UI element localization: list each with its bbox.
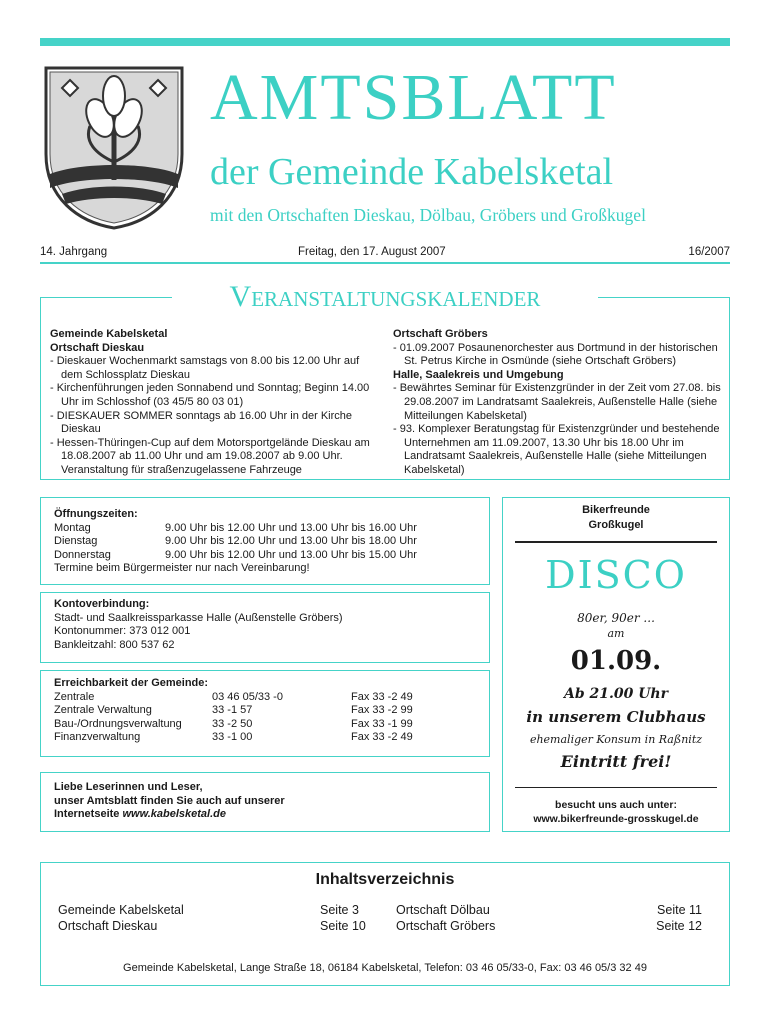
top-accent-bar <box>40 38 730 46</box>
reader-note-text: Internetseite <box>54 808 123 821</box>
bank-account-title: Kontoverbindung: <box>54 598 150 610</box>
web-note-line: besucht uns auch unter: <box>555 799 677 811</box>
fax: Fax 33 -2 49 <box>351 690 413 703</box>
masthead-places: mit den Ortschaften Dieskau, Dölbau, Gröbers und Großkugel <box>210 205 646 225</box>
calendar-item: - Bewährtes Seminar für Existenzgründer in der Zeit vom 27.08. bis 29.08.2007 im Landratsamt Saalekreis, Außenstelle Halle (siehe Mitteilungen Kabelsketal) <box>393 382 721 422</box>
calendar-item: - DIESKAUER SOMMER sonntags ab 16.00 Uhr in der Kirche Dieskau <box>50 409 353 436</box>
contact-row <box>54 704 484 718</box>
phone: 33 -1 00 <box>212 731 253 744</box>
calendar-heading: Ortschaft Gröbers <box>393 328 488 340</box>
bank-account <box>54 598 484 652</box>
calendar-item: - 93. Komplexer Beratungstag für Existenzgründer und bestehende Unternehmen am 11.09.2007, 13.30 Uhr bis 18.00 Uhr im Landratsamt Saalekreis, Außenstelle Halle (siehe Mitteilungen Kabelsketal) <box>393 423 720 476</box>
toc-page: Seite 3 <box>320 903 359 917</box>
calendar-heading: Halle, Saalekreis und Umgebung <box>393 368 564 381</box>
calendar-item: - Dieskauer Wochenmarkt samstags von 8.00 bis 12.00 Uhr auf dem Schlossplatz Dieskau <box>50 355 360 381</box>
website-link[interactable]: www.kabelsketal.de <box>122 808 226 821</box>
organizer <box>503 503 729 533</box>
toc-row <box>58 902 708 918</box>
opening-hours-row <box>54 522 484 536</box>
department: Zentrale Verwaltung <box>54 704 152 717</box>
masthead-title: AMTSBLATT <box>210 61 617 134</box>
reader-note-line <box>54 808 484 822</box>
event-date: 01.09. <box>570 645 662 676</box>
date-prefix: am <box>607 626 625 640</box>
opening-hours-note: Termine beim Bürgermeister nur nach Vereinbarung! <box>54 562 310 575</box>
header-rule <box>40 262 730 264</box>
issue-date: Freitag, den 17. August 2007 <box>298 246 446 258</box>
opening-hours-row <box>54 549 484 563</box>
web-note <box>503 798 729 826</box>
calendar-left-column <box>50 328 382 478</box>
toc-list <box>58 902 708 934</box>
event-time: Ab 21.00 Uhr <box>563 685 668 702</box>
day: Dienstag <box>54 535 98 548</box>
calendar-right-column <box>393 328 723 478</box>
divider <box>515 787 717 789</box>
reader-note <box>54 781 484 822</box>
contact-title: Erreichbarkeit der Gemeinde: <box>54 677 209 689</box>
toc-entry[interactable]: Ortschaft Dieskau <box>58 919 158 933</box>
organizer-line: Großkugel <box>588 519 644 531</box>
calendar-heading: Gemeinde Kabelsketal <box>50 328 168 340</box>
department: Zentrale <box>54 690 95 703</box>
event-place: in unserem Clubhaus <box>526 707 706 726</box>
organizer-line: Bikerfreunde <box>582 504 650 516</box>
disco-ad <box>502 497 730 832</box>
coat-of-arms-icon <box>40 62 188 232</box>
day: Donnerstag <box>54 548 111 561</box>
calendar-item: - Kirchenführungen jeden Sonnabend und Sonntag; Beginn 14.00 Uhr im Schlosshof (03 45/5 80 03 01) <box>50 382 370 408</box>
fax: Fax 33 -1 99 <box>351 717 413 730</box>
phone: 33 -1 57 <box>212 704 253 717</box>
toc-entry[interactable]: Ortschaft Gröbers <box>396 919 496 933</box>
bank-name: Stadt- und Saalkreissparkasse Halle (Außenstelle Gröbers) <box>54 611 343 624</box>
contact-row <box>54 731 484 745</box>
calendar-heading: Ortschaft Dieskau <box>50 341 145 354</box>
toc-page: Seite 11 <box>657 903 702 917</box>
entry-note: Eintritt frei! <box>560 751 672 771</box>
opening-hours <box>54 508 484 576</box>
contact-row <box>54 718 484 732</box>
fax: Fax 33 -2 99 <box>351 704 413 717</box>
toc-page: Seite 12 <box>656 919 702 933</box>
disco-title: DISCO <box>545 552 687 597</box>
account-number: Kontonummer: 373 012 001 <box>54 625 191 638</box>
hours: 9.00 Uhr bis 12.00 Uhr und 13.00 Uhr bis 15.00 Uhr <box>165 548 417 561</box>
reader-note-line: Liebe Leserinnen und Leser, <box>54 781 203 793</box>
reader-note-line: unser Amtsblatt finden Sie auch auf unserer <box>54 794 285 807</box>
opening-hours-row <box>54 535 484 549</box>
toc-title: Inhaltsverzeichnis <box>315 871 455 888</box>
opening-hours-title: Öffnungszeiten: <box>54 508 138 520</box>
music-era: 80er, 90er ... <box>577 610 655 625</box>
phone: 03 46 05/33 -0 <box>212 690 283 703</box>
fax: Fax 33 -2 49 <box>351 731 413 744</box>
toc-entry[interactable]: Ortschaft Dölbau <box>396 903 490 917</box>
event-calendar-title: Veranstaltungskalender <box>172 280 598 314</box>
footer-address: Gemeinde Kabelsketal, Lange Straße 18, 06184 Kabelsketal, Telefon: 03 46 05/33-0, Fax: 03 46 05/3 32 49 <box>123 962 647 974</box>
department: Finanzverwaltung <box>54 731 141 744</box>
contact-row <box>54 691 484 705</box>
day: Montag <box>54 521 91 534</box>
masthead-subtitle: der Gemeinde Kabelsketal <box>210 151 614 193</box>
hours: 9.00 Uhr bis 12.00 Uhr und 13.00 Uhr bis 18.00 Uhr <box>165 535 417 548</box>
calendar-item: - 01.09.2007 Posaunenorchester aus Dortmund in der historischen St. Petrus Kirche in Osmünde (siehe Ortschaft Gröbers) <box>393 341 718 368</box>
jahrgang: 14. Jahrgang <box>40 246 108 258</box>
bank-code: Bankleitzahl: 800 537 62 <box>54 638 175 651</box>
department: Bau-/Ordnungsverwaltung <box>54 717 182 730</box>
divider <box>515 541 717 543</box>
hours: 9.00 Uhr bis 12.00 Uhr und 13.00 Uhr bis 16.00 Uhr <box>165 521 417 534</box>
toc-entry[interactable]: Gemeinde Kabelsketal <box>58 903 184 917</box>
calendar-item: - Hessen-Thüringen-Cup auf dem Motorsportgelände Dieskau am 18.08.2007 ab 11.00 Uhr und am 19.08.2007 ab 9.00 Uhr. Veranstaltung für straßenzugelassene Fahrzeuge <box>50 436 370 476</box>
toc-page: Seite 10 <box>320 919 366 933</box>
web-address[interactable]: www.bikerfreunde-grosskugel.de <box>533 813 699 825</box>
contact-numbers <box>54 677 484 745</box>
issue-number: 16/2007 <box>688 246 730 258</box>
event-location-note: ehemaliger Konsum in Raßnitz <box>529 732 703 746</box>
phone: 33 -2 50 <box>212 717 253 730</box>
toc-row <box>58 918 708 934</box>
